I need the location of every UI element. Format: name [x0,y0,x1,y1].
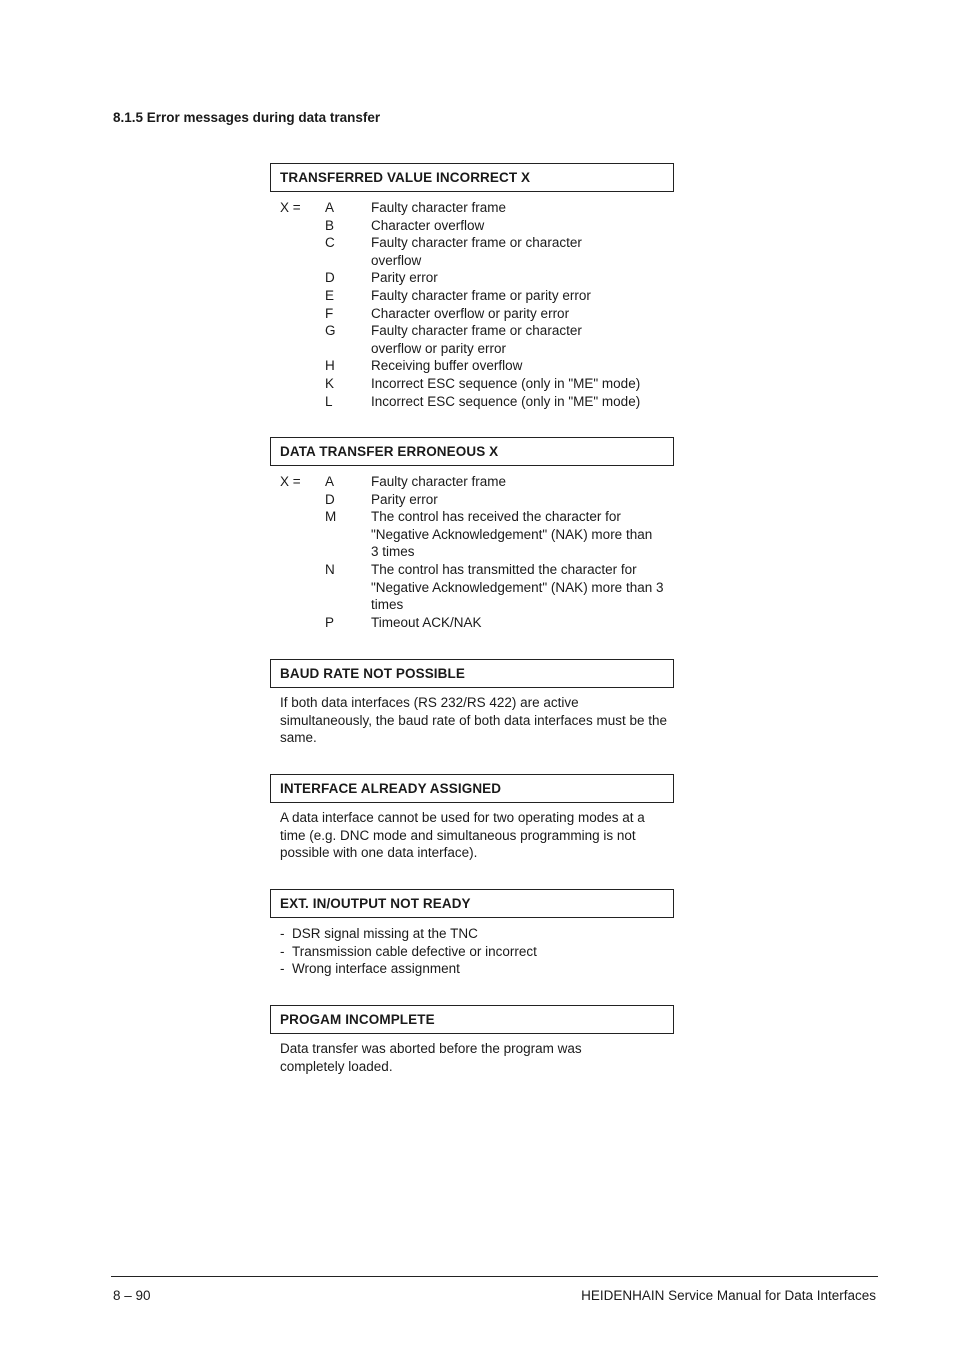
code-letter: A [325,200,335,215]
code-description: Character overflow [371,217,485,233]
footer-title: HEIDENHAIN Service Manual for Data Interfaces [581,1288,876,1303]
code-letter: K [325,375,335,391]
code-letter: E [325,287,335,303]
message-description: Data transfer was aborted before the program was completely loaded. [280,1041,582,1074]
code-letter: P [325,614,335,630]
code-letter: C [325,235,335,251]
message-box-baud-rate [270,659,674,688]
code-description: Parity error [371,270,438,286]
list-item: - Wrong interface assignment [280,961,460,977]
list-item-text: Wrong interface assignment [292,961,460,977]
code-prefix: X = [280,200,301,215]
code-row [280,393,680,411]
code-row [280,199,680,217]
code-description: The control has transmitted the character for "Negative Acknowledgement" (NAK) more than 3 times [371,561,664,613]
code-row [280,305,680,323]
code-row [280,508,680,561]
message-title: TRANSFERRED VALUE INCORRECT X [280,170,531,185]
message-box-transferred-value [270,163,674,192]
message-title: DATA TRANSFER ERRONEOUS X [280,444,499,459]
code-row [280,234,680,269]
code-description: The control has received the character for "Negative Acknowledgement" (NAK) more than 3 times [371,509,653,560]
code-letter: M [325,509,337,525]
footer-divider [111,1276,878,1277]
code-letter: N [325,561,335,577]
code-table-transferred-value [280,199,680,410]
code-letter: D [325,270,335,286]
code-prefix: X = [280,474,301,489]
cause-list [280,925,670,978]
code-description: Faulty character frame [371,200,507,215]
code-letter: G [325,323,336,339]
code-row [280,357,680,375]
code-description: Faulty character frame [371,474,507,489]
code-description: Faulty character frame or character overflow [371,235,582,268]
list-item-text: DSR signal missing at the TNC [292,926,478,941]
code-description: Timeout ACK/NAK [371,614,482,630]
section-heading: 8.1.5 Error messages during data transfer [113,110,381,125]
code-description: Faulty character frame or character overflow or parity error [371,323,582,356]
code-letter: A [325,474,335,489]
list-item: - Transmission cable defective or incorrect [280,943,537,959]
code-description: Parity error [371,491,438,507]
message-title: EXT. IN/OUTPUT NOT READY [280,896,471,911]
list-item: - DSR signal missing at the TNC [280,926,478,941]
message-title: BAUD RATE NOT POSSIBLE [280,666,465,681]
message-description: If both data interfaces (RS 232/RS 422) are active simultaneously, the baud rate of both data interfaces must be the same. [280,695,667,746]
code-description: Incorrect ESC sequence (only in "ME" mode) [371,393,641,409]
code-row [280,322,680,357]
code-letter: F [325,305,334,321]
code-row [280,269,680,287]
code-letter: B [325,217,335,233]
code-letter: D [325,491,335,507]
message-box-program-incomplete [270,1005,674,1034]
code-description: Faulty character frame or parity error [371,287,591,303]
page-number: 8 – 90 [113,1288,151,1303]
code-row [280,217,680,235]
code-description: Receiving buffer overflow [371,358,523,374]
message-box-data-transfer-erroneous [270,437,674,466]
message-title: PROGAM INCOMPLETE [280,1012,435,1027]
list-item-text: Transmission cable defective or incorrect [292,943,537,959]
code-row [280,614,680,632]
code-row [280,473,680,491]
code-row [280,287,680,305]
message-box-interface-assigned [270,774,674,803]
message-title: INTERFACE ALREADY ASSIGNED [280,781,502,796]
code-row [280,491,680,509]
code-table-data-transfer-erroneous [280,473,680,631]
code-letter: L [325,393,333,409]
code-description: Character overflow or parity error [371,305,570,321]
code-description: Incorrect ESC sequence (only in "ME" mode) [371,375,641,391]
message-description: A data interface cannot be used for two operating modes at a time (e.g. DNC mode and simultaneous programming is not possible with one data interface). [280,810,645,861]
message-box-ext-output [270,889,674,918]
code-row [280,561,680,614]
code-letter: H [325,358,335,374]
code-row [280,375,680,393]
